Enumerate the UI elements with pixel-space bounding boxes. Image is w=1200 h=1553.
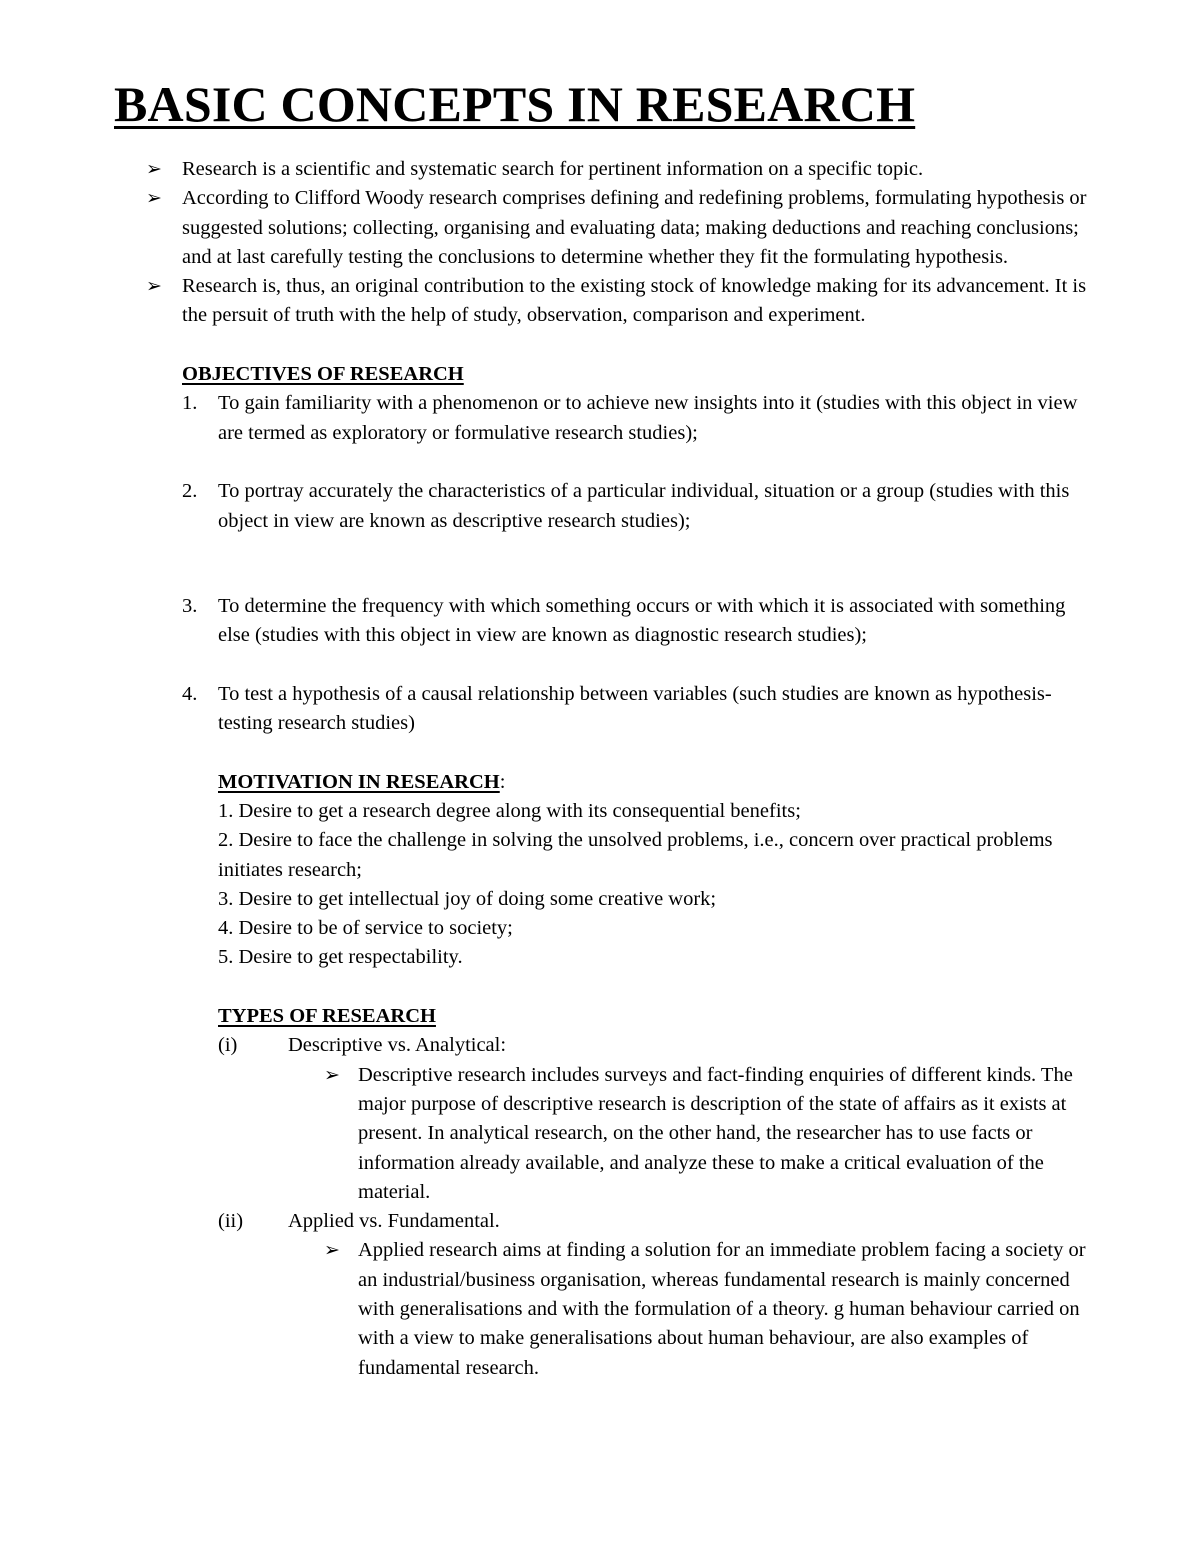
type-number: (ii) bbox=[218, 1210, 244, 1233]
objective-item-2 bbox=[0, 477, 1092, 536]
objective-number: 1. bbox=[182, 392, 198, 415]
type-item-2 bbox=[0, 1207, 1088, 1236]
motivation-item-1: 1. Desire to get a research degree along with its consequential benefits; bbox=[218, 799, 801, 822]
arrow-bullet-icon: ➢ bbox=[324, 1239, 340, 1262]
motivation-heading-suffix: : bbox=[499, 770, 506, 793]
objective-text: To determine the frequency with which something occurs or with which it is associated with something else (studies with this object in view are known as diagnostic research studies); bbox=[218, 594, 1066, 647]
type-number: (i) bbox=[218, 1034, 238, 1057]
motivation-item-2: 2. Desire to face the challenge in solving the unsolved problems, i.e., concern over practical problems initiates research; bbox=[218, 829, 1053, 881]
arrow-bullet-icon: ➢ bbox=[324, 1063, 340, 1086]
arrow-bullet-icon: ➢ bbox=[146, 187, 162, 210]
objective-text: To gain familiarity with a phenomenon or to achieve new insights into it (studies with this object in view are termed as exploratory or formulative research studies); bbox=[218, 392, 1078, 444]
intro-bullet-text: According to Clifford Woody research comprises defining and redefining problems, formulating hypothesis or suggested solutions; collecting, organising and evaluating data; making deductions and reaching conclusions; and at last carefully testing the conclusions to determine whether they fit the formulating hypothesis. bbox=[182, 187, 1087, 268]
type-detail-text: Applied research aims at finding a solution for an immediate problem facing a society or an industrial/business organisation, whereas fundamental research is mainly concerned with generalisations and with the formulation of a theory. g human behaviour carried on with a view to make generalisations about human behaviour, are also examples of fundamental research. bbox=[358, 1239, 1086, 1379]
types-heading: TYPES OF RESEARCH bbox=[218, 1005, 436, 1028]
objective-item-3 bbox=[0, 592, 1092, 651]
intro-bullet-2 bbox=[0, 184, 1100, 272]
type-label: Applied vs. Fundamental. bbox=[288, 1210, 500, 1233]
motivation-heading: MOTIVATION IN RESEARCH bbox=[218, 770, 500, 793]
objective-number: 4. bbox=[182, 682, 198, 705]
arrow-bullet-icon: ➢ bbox=[146, 158, 162, 180]
motivation-section bbox=[218, 768, 1093, 973]
intro-bullet-list bbox=[0, 155, 1200, 331]
motivation-item-3: 3. Desire to get intellectual joy of doing some creative work; bbox=[218, 887, 717, 910]
document-body bbox=[0, 155, 1200, 1383]
objectives-heading: OBJECTIVES OF RESEARCH bbox=[182, 363, 464, 386]
intro-bullet-text: Research is a scientific and systematic search for pertinent information on a specific topic. bbox=[182, 158, 924, 180]
type-detail-2 bbox=[0, 1236, 1090, 1382]
intro-bullet-1 bbox=[0, 155, 1100, 184]
types-list bbox=[0, 1031, 1200, 1383]
objective-number: 2. bbox=[182, 480, 198, 503]
type-label: Descriptive vs. Analytical: bbox=[288, 1034, 507, 1057]
objective-text: To test a hypothesis of a causal relationship between variables (such studies are known as hypothesis-testing research studies) bbox=[218, 682, 1052, 735]
arrow-bullet-icon: ➢ bbox=[146, 275, 162, 298]
motivation-item-5: 5. Desire to get respectability. bbox=[218, 946, 463, 969]
intro-bullet-text: Research is, thus, an original contribution to the existing stock of knowledge making for its advancement. It is the persuit of truth with the help of study, observation, comparison and experiment. bbox=[182, 275, 1087, 327]
page-title: BASIC CONCEPTS IN RESEARCH bbox=[114, 76, 916, 132]
objective-item-4 bbox=[0, 680, 1092, 739]
objective-item-1 bbox=[0, 389, 1092, 448]
type-item-1 bbox=[0, 1031, 1088, 1060]
type-detail-1 bbox=[0, 1061, 1090, 1207]
objective-number: 3. bbox=[182, 594, 198, 617]
objectives-list bbox=[0, 389, 1200, 738]
intro-bullet-3 bbox=[0, 272, 1100, 331]
type-detail-text: Descriptive research includes surveys and fact-finding enquiries of different kinds. The major purpose of descriptive research is description of the state of affairs as it exists at present. In analytical research, on the other hand, the researcher has to use facts or information already available, and analyze these to make a critical evaluation of the material. bbox=[358, 1063, 1073, 1203]
motivation-item-4: 4. Desire to be of service to society; bbox=[218, 917, 513, 940]
motivation-heading-line bbox=[218, 768, 1093, 797]
objective-text: To portray accurately the characteristics of a particular individual, situation or a group (studies with this object in view are known as descriptive research studies); bbox=[218, 480, 1070, 532]
